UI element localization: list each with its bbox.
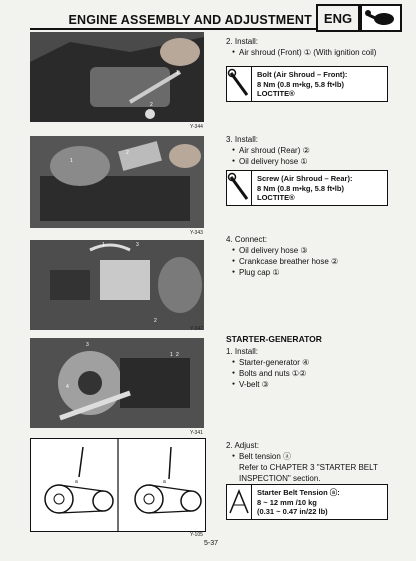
list-item: ● V-belt ③ bbox=[232, 379, 401, 390]
spec-line: Screw (Air Shroud – Rear): bbox=[257, 174, 353, 183]
step-install-rear-shroud bbox=[226, 134, 401, 167]
figure-callout: 2 bbox=[176, 352, 179, 358]
section-heading: STARTER-GENERATOR bbox=[226, 334, 322, 344]
spec-line: Bolt (Air Shroud – Front): bbox=[257, 70, 348, 79]
figure-callout: 3 bbox=[86, 342, 89, 348]
step-install-starter bbox=[226, 346, 401, 390]
figure-callout: 2 bbox=[150, 102, 153, 108]
torque-spec-rear bbox=[226, 170, 388, 206]
step-install-front-shroud bbox=[226, 36, 401, 58]
reference-note: Refer to CHAPTER 3 "STARTER BELT bbox=[239, 463, 378, 472]
step-heading: 1. Install: bbox=[226, 347, 259, 356]
figure-label: Y-105 bbox=[190, 532, 203, 538]
step-heading: 3. Install: bbox=[226, 135, 259, 144]
step-heading: 2. Adjust: bbox=[226, 441, 259, 450]
photo-oil-hose-connect bbox=[30, 240, 204, 330]
step-heading: 2. Install: bbox=[226, 37, 259, 46]
list-item: ● Oil delivery hose ③ bbox=[232, 245, 401, 256]
list-item: ● Bolts and nuts ①② bbox=[232, 368, 401, 379]
step-connect bbox=[226, 234, 401, 278]
figure-callout: a bbox=[75, 479, 78, 485]
list-item: ● Air shroud (Rear) ② bbox=[232, 145, 401, 156]
wrench-engine-icon bbox=[360, 4, 402, 32]
figure-callout: 2 bbox=[154, 318, 157, 324]
figure-callout: 1 bbox=[176, 70, 179, 76]
spec-line: (0.31 ~ 0.47 in/22 lb) bbox=[257, 507, 328, 516]
reference-note: INSPECTION" section. bbox=[239, 474, 321, 483]
figure-label: Y-341 bbox=[190, 430, 203, 436]
figure-callout: 1 bbox=[170, 352, 173, 358]
list-item: ● Belt tension ⓐ bbox=[232, 451, 401, 462]
list-item: ● Crankcase breather hose ② bbox=[232, 256, 401, 267]
page-number: 5-37 bbox=[204, 540, 219, 547]
list-item: ● Starter-generator ④ bbox=[232, 357, 401, 368]
page-header bbox=[30, 2, 408, 32]
spec-line: LOCTITE® bbox=[257, 89, 295, 98]
torque-wrench-icon bbox=[227, 67, 252, 101]
list-item: ● Air shroud (Front) ① (With ignition coil) bbox=[232, 47, 401, 58]
figure-callout: 2 bbox=[126, 150, 129, 156]
step-adjust bbox=[226, 440, 401, 484]
figure-label: Y-342 bbox=[190, 326, 203, 332]
spec-line: Starter Belt Tension ⓐ: bbox=[257, 488, 340, 497]
figure-callout: 3 bbox=[136, 242, 139, 248]
page-title: ENGINE ASSEMBLY AND ADJUSTMENT bbox=[68, 13, 312, 27]
list-item: ● Plug cap ① bbox=[232, 267, 401, 278]
list-item: ● Oil delivery hose ① bbox=[232, 156, 401, 167]
photo-air-shroud-front bbox=[30, 32, 204, 122]
figure-label: Y-344 bbox=[190, 124, 203, 130]
spec-line: 8 Nm (0.8 m•kg, 5.8 ft•lb) bbox=[257, 79, 344, 89]
section-badge: ENG bbox=[316, 4, 360, 32]
figure-callout: 1 bbox=[70, 158, 73, 164]
spec-line: 8 ~ 12 mm /10 kg bbox=[257, 497, 317, 507]
figure-callout: 4 bbox=[66, 384, 69, 390]
figure-callout: 1 bbox=[102, 242, 105, 248]
measure-icon bbox=[227, 485, 252, 519]
spec-line: 8 Nm (0.8 m•kg, 5.8 ft•lb) bbox=[257, 183, 344, 193]
spec-line: LOCTITE® bbox=[257, 193, 295, 202]
photo-air-shroud-rear bbox=[30, 136, 204, 228]
step-heading: 4. Connect: bbox=[226, 235, 267, 244]
torque-spec-front bbox=[226, 66, 388, 102]
belt-tension-spec bbox=[226, 484, 388, 520]
photo-starter-generator bbox=[30, 338, 204, 428]
figure-callout: a bbox=[163, 479, 166, 485]
diagram-belt-tension bbox=[30, 438, 206, 532]
header-rule bbox=[30, 28, 316, 30]
figure-label: Y-343 bbox=[190, 230, 203, 236]
torque-wrench-icon bbox=[227, 171, 252, 205]
